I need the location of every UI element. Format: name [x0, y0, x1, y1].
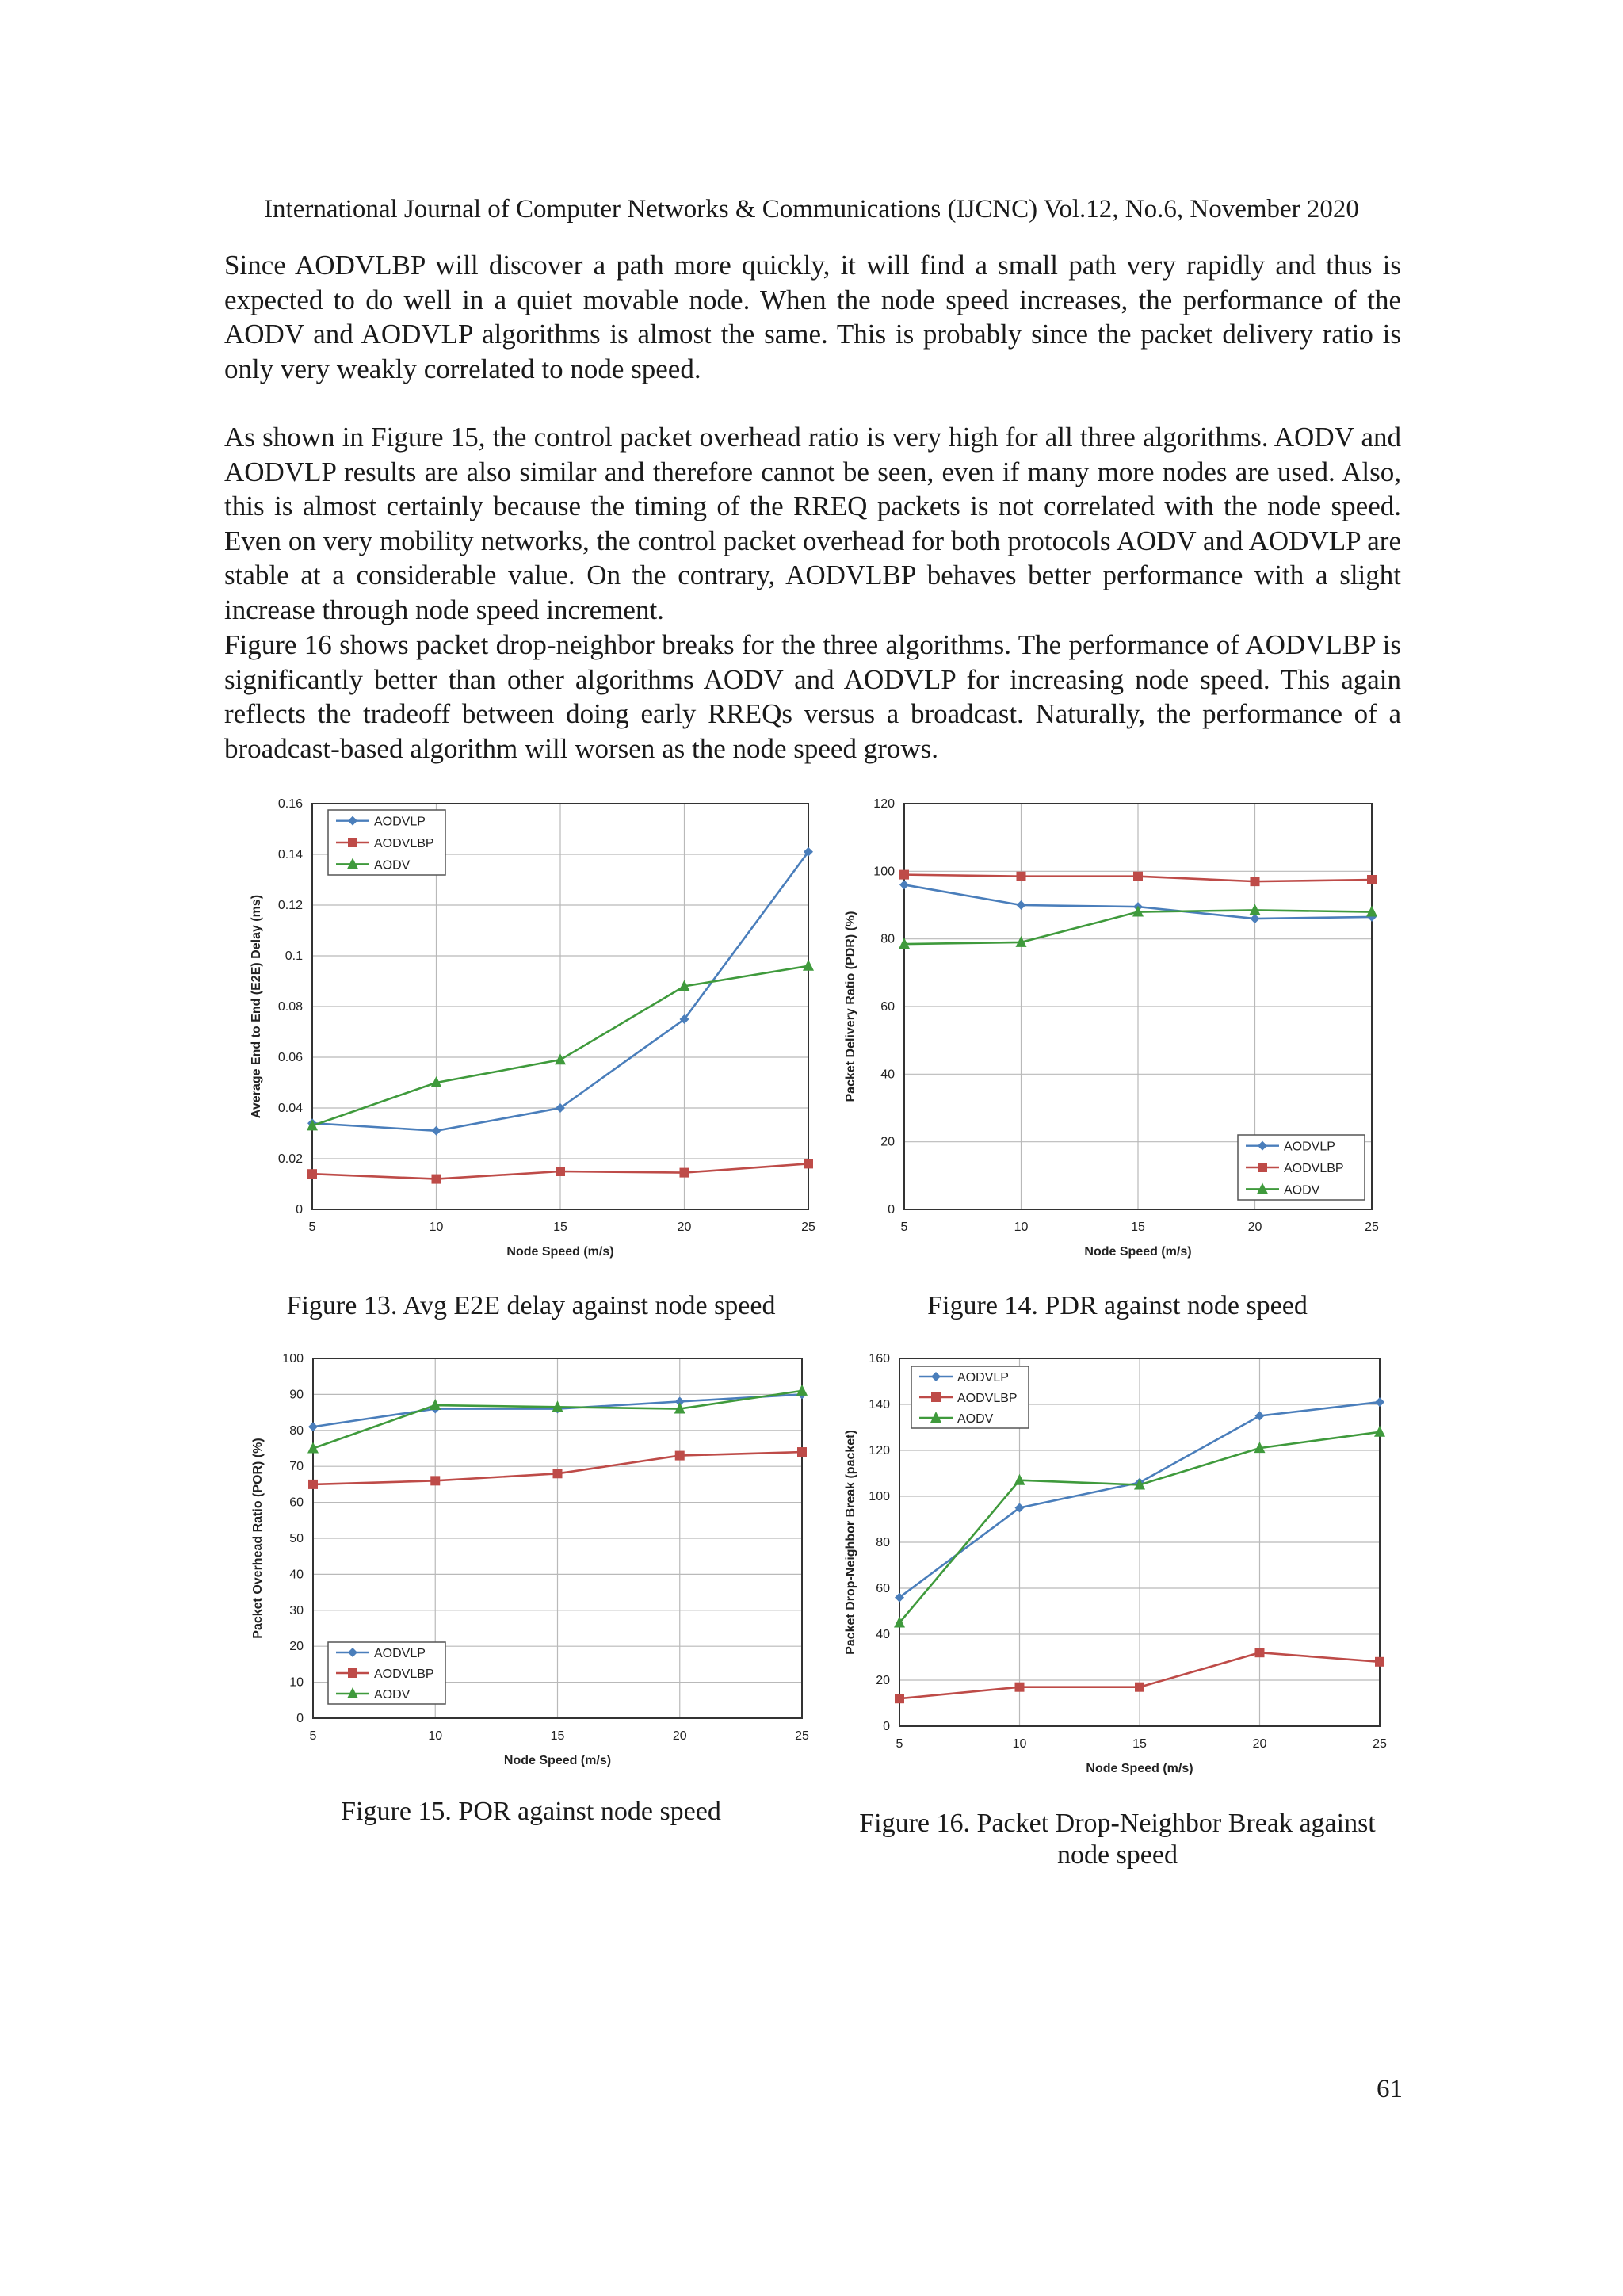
data-point	[553, 1469, 563, 1478]
data-point	[796, 1385, 808, 1396]
y-tick-label: 30	[289, 1603, 304, 1618]
data-point	[432, 1175, 441, 1184]
figure-16-caption	[840, 1808, 1395, 1871]
legend-label: AODV	[374, 1688, 411, 1702]
data-point	[555, 1053, 566, 1064]
data-point	[1251, 877, 1260, 886]
x-tick-label: 15	[1131, 1221, 1145, 1234]
data-point	[804, 1159, 813, 1168]
x-tick-label: 25	[1373, 1737, 1387, 1751]
y-tick-label: 20	[880, 1135, 895, 1149]
x-tick-label: 10	[429, 1221, 444, 1234]
y-tick-label: 0.08	[277, 1000, 303, 1014]
legend-label: AODVLP	[1284, 1140, 1335, 1154]
paragraph-2: As shown in Figure 15, the control packet overhead ratio is very high for all three algorithms. AODV and AODVLP results are also similar and therefore cannot be seen, even if many more nodes are used. Also, this is almost certainly because the timing of the RREQ packets is not correlated with the node speed. Even on very mobility networks, the control packet overhead for both protocols AODV and AODVLP are stable at a considerable value. On the contrary, AODVLBP behaves better performance with a slight increase through node speed increment.	[224, 422, 1401, 625]
y-tick-label: 60	[289, 1496, 304, 1510]
x-axis-label: Node Speed (m/s)	[1086, 1762, 1193, 1775]
y-tick-label: 20	[876, 1674, 890, 1687]
legend-marker	[1258, 1163, 1267, 1172]
data-point	[675, 1451, 685, 1461]
x-tick-label: 25	[801, 1221, 815, 1234]
y-tick-label: 0.12	[277, 899, 303, 912]
x-tick-label: 20	[1247, 1221, 1262, 1234]
x-tick-label: 20	[1252, 1737, 1267, 1751]
figure-16-caption-line-2: node speed	[1056, 1840, 1178, 1870]
y-tick-label: 100	[869, 1490, 890, 1503]
y-tick-label: 0.02	[277, 1152, 303, 1166]
x-tick-label: 20	[677, 1221, 692, 1234]
x-tick-label: 5	[309, 1729, 317, 1743]
y-tick-label: 40	[880, 1068, 895, 1082]
y-tick-label: 0.04	[277, 1102, 303, 1115]
legend-marker	[348, 1668, 357, 1678]
x-tick-label: 5	[900, 1221, 908, 1234]
x-tick-label: 15	[553, 1221, 567, 1234]
y-tick-label: 80	[289, 1423, 304, 1438]
x-tick-label: 20	[672, 1729, 687, 1743]
legend-label: AODVLBP	[957, 1392, 1018, 1405]
data-point	[1251, 914, 1260, 923]
y-tick-label: 100	[873, 865, 895, 879]
figure-16-chart	[832, 1347, 1403, 1791]
data-point	[895, 1694, 904, 1703]
paragraph-3: Figure 16 shows packet drop-neighbor breaks for the three algorithms. The performance of AODVLBP is significantly better than other algorithms AODV and AODVLP for increasing node speed. This again reflects the tradeoff between doing early RREQs versus a broadcast. Naturally, the performance of a broadcast-based algorithm will worsen as the node speed grows.	[224, 629, 1401, 764]
data-point	[1255, 1412, 1265, 1421]
legend	[328, 810, 445, 875]
y-tick-label: 120	[869, 1444, 890, 1457]
data-point	[1367, 875, 1377, 884]
y-tick-label: 0.1	[285, 949, 303, 963]
y-tick-label: 70	[289, 1460, 304, 1474]
figure-15-caption: Figure 15. POR against node speed	[341, 1797, 721, 1826]
legend-marker	[931, 1392, 941, 1402]
y-axis-label: Packet Drop-Neighbor Break (packet)	[844, 1430, 857, 1655]
legend-label: AODVLP	[957, 1371, 1009, 1385]
page-number: 61	[1377, 2075, 1403, 2103]
y-tick-label: 80	[880, 932, 895, 946]
figure-13-caption: Figure 13. Avg E2E delay against node speed	[286, 1291, 776, 1320]
y-tick-label: 90	[289, 1388, 304, 1402]
y-tick-label: 10	[289, 1675, 304, 1690]
data-point	[307, 1169, 317, 1179]
y-axis-label: Packet Overhead Ratio (POR) (%)	[251, 1438, 265, 1639]
y-axis-label: Average End to End (E2E) Delay (ms)	[250, 894, 263, 1119]
data-point	[1375, 1397, 1384, 1407]
y-tick-label: 40	[289, 1568, 304, 1582]
x-tick-label: 10	[1014, 1221, 1029, 1234]
data-point	[430, 1476, 440, 1485]
data-point	[1017, 872, 1026, 881]
legend-label: AODVLP	[374, 1647, 426, 1660]
y-tick-label: 80	[876, 1536, 890, 1549]
figure-15-chart	[238, 1347, 840, 1775]
y-tick-label: 20	[289, 1640, 304, 1654]
y-axis-label: Packet Delivery Ratio (PDR) (%)	[844, 911, 857, 1102]
figure-14-chart	[832, 793, 1403, 1260]
y-tick-label: 0.16	[277, 797, 303, 811]
data-point	[308, 1480, 318, 1489]
y-tick-label: 0	[296, 1712, 304, 1725]
data-point	[556, 1167, 565, 1176]
legend-label: AODV	[1284, 1183, 1320, 1198]
data-point	[1374, 1426, 1385, 1437]
data-point	[432, 1126, 441, 1136]
x-tick-label: 5	[308, 1221, 316, 1234]
x-axis-label: Node Speed (m/s)	[1084, 1245, 1192, 1259]
data-point	[1017, 900, 1026, 910]
data-point	[1133, 872, 1143, 881]
x-tick-label: 25	[1365, 1221, 1379, 1234]
y-tick-label: 140	[869, 1398, 890, 1412]
x-tick-label: 10	[1012, 1737, 1027, 1751]
y-tick-label: 40	[876, 1628, 890, 1641]
x-tick-label: 15	[550, 1729, 565, 1743]
y-tick-label: 100	[282, 1352, 304, 1366]
data-point	[1255, 1648, 1265, 1657]
legend	[328, 1642, 445, 1704]
y-tick-label: 0	[883, 1720, 890, 1733]
data-point	[1375, 1657, 1384, 1667]
paragraph-1: Since AODVLBP will discover a path more quickly, it will find a small path very rapidly and thus is expected to do well in a quiet movable node. When the node speed increases, the performance of the AODV and AODVLP algorithms is almost the same. This is probably since the packet delivery ratio is only very weakly correlated to node speed.	[224, 250, 1401, 384]
data-point	[680, 1168, 689, 1178]
y-tick-label: 160	[869, 1352, 890, 1366]
x-tick-label: 5	[896, 1737, 903, 1751]
figure-13-chart	[238, 793, 840, 1260]
data-point	[1135, 1683, 1144, 1692]
legend-label: AODVLBP	[374, 1668, 434, 1681]
data-point	[899, 880, 909, 889]
data-point	[803, 960, 814, 971]
legend-label: AODV	[374, 858, 411, 873]
legend	[911, 1366, 1029, 1428]
figure-16-caption-line-1: Figure 16. Packet Drop-Neighbor Break against	[859, 1809, 1376, 1838]
y-tick-label: 0.14	[277, 848, 303, 861]
x-tick-label: 25	[795, 1729, 809, 1743]
legend-label: AODV	[957, 1412, 994, 1426]
y-tick-label: 120	[873, 797, 895, 811]
legend-label: AODVLBP	[1284, 1162, 1344, 1175]
journal-header: International Journal of Computer Networks & Communications (IJCNC) Vol.12, No.6, November 2020	[264, 195, 1359, 223]
x-axis-label: Node Speed (m/s)	[506, 1245, 614, 1259]
y-tick-label: 0	[296, 1203, 303, 1217]
y-tick-label: 50	[289, 1532, 304, 1545]
x-tick-label: 10	[428, 1729, 443, 1743]
data-point	[1015, 1683, 1025, 1692]
y-tick-label: 60	[880, 1000, 895, 1014]
legend	[1238, 1135, 1365, 1200]
y-tick-label: 0	[888, 1203, 895, 1217]
x-axis-label: Node Speed (m/s)	[503, 1754, 612, 1767]
legend-marker	[348, 838, 357, 847]
figure-14-caption: Figure 14. PDR against node speed	[927, 1291, 1308, 1320]
y-tick-label: 0.06	[277, 1051, 303, 1064]
legend-label: AODVLBP	[374, 837, 434, 850]
legend-label: AODVLP	[374, 815, 426, 829]
y-tick-label: 60	[876, 1582, 890, 1595]
data-point	[899, 870, 909, 880]
data-point	[797, 1447, 807, 1457]
x-tick-label: 15	[1132, 1737, 1147, 1751]
